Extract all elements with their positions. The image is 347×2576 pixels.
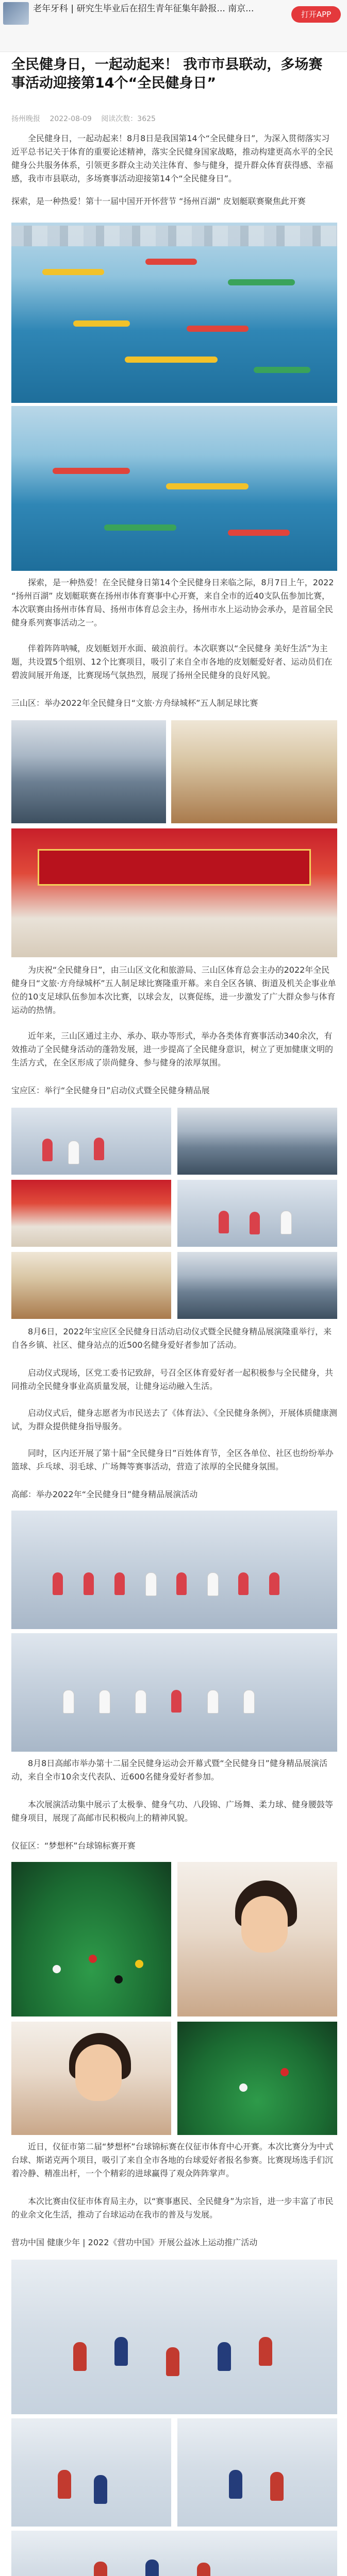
paragraph: 启动仪式后，健身志愿者为市民送去了《体育法》、《全民健身条例》，开展体质健康测试，为群众提供健身指导服务。 bbox=[11, 1408, 338, 1431]
kayak-race-photo bbox=[11, 223, 337, 403]
event-photo bbox=[177, 1180, 337, 1247]
event-photo bbox=[177, 1252, 337, 1319]
event-photo bbox=[11, 1180, 171, 1247]
section-heading: 探索，是一种热爱！第十一届中国开开怀营节 “扬州百湖” 皮划艇联赛聚焦此开赛 bbox=[11, 196, 306, 206]
article-meta bbox=[11, 113, 336, 124]
event-photo bbox=[11, 1252, 171, 1319]
section-heading: 营功中国 健康少年 | 2022《营功中国》开展公益冰上运动推广活动 bbox=[11, 2238, 258, 2247]
article-title: 全民健身日，一起动起来！ 我市市县联动，多场赛事活动迎接第14个“全民健身日” bbox=[11, 57, 323, 91]
paragraph: 启动仪式现场，区党工委书记致辞，号召全区体育爱好者一起积极参与全民健身，共同推动全民健身事业高质量发展，让健身运动融入生活。 bbox=[11, 1368, 334, 1391]
section-heading: 宝应区：举行“全民健身日”启动仪式暨全民健身精品展 bbox=[11, 1086, 210, 1095]
paragraph: 8月8日高邮市举办第十二届全民健身运动会开幕式暨“全民健身日”健身精品展演活动，来自全市10余支代表队、近600名健身爱好者参加。 bbox=[11, 1758, 327, 1782]
paragraph: 8月6日，2022年宝应区全民健身日活动启动仪式暨全民健身精品展演隆重举行，来自各乡镇、社区、健身站点的近500名健身爱好者参加了活动。 bbox=[11, 1327, 332, 1350]
news-thumbnail-icon bbox=[3, 2, 29, 25]
article-source[interactable]: 扬州晚报 bbox=[11, 115, 40, 123]
paragraph: 本次展演活动集中展示了太极拳、健身气功、八段锦、广场舞、柔力球、健身腰鼓等健身项目，展现了高邮市民积极向上的精神风貌。 bbox=[11, 1800, 334, 1823]
paragraph: 近年来，三山区通过主办、承办、联办等形式，举办各类体育赛事活动340余次，有效推动了全民健身活动的蓬勃发展，进一步提高了全民健身意识，树立了更加健康文明的生活方式，在全区形成了崇尚健身、参与健身的浓厚氛围。 bbox=[11, 1031, 334, 1067]
section-heading: 三山区：举办2022年全民健身日“文旅·方舟绿城杯”五人制足球比赛 bbox=[11, 698, 258, 708]
ice-rink-photo-3 bbox=[177, 2418, 337, 2527]
snooker-player-photo-2 bbox=[11, 2022, 171, 2135]
section-heading: 高邮：举办2022年“全民健身日”健身精品展演活动 bbox=[11, 1489, 198, 1499]
article-date: 2022-08-09 bbox=[49, 115, 92, 123]
paragraph: 本次比赛由仪征市体育局主办，以“赛事惠民、全民健身”为宗旨，进一步丰富了市民的业余文化生活，推动了台球运动在我市的普及与发展。 bbox=[11, 2196, 334, 2219]
article-reads: 阅读次数：3625 bbox=[101, 115, 156, 123]
ice-rink-photo bbox=[11, 2260, 337, 2414]
open-app-button[interactable]: 打开APP bbox=[291, 6, 341, 23]
football-photo-2 bbox=[171, 720, 337, 823]
event-photo bbox=[11, 1108, 171, 1175]
promo-text: 老年牙科 | 研究生毕业后在招生青年征集年龄报... 南京... bbox=[33, 4, 254, 14]
snooker-player-photo bbox=[177, 1862, 337, 2016]
paragraph: 探索，是一种热爱！在全民健身日第14个全民健身日来临之际，8月7日上午，2022 “扬州百湖” 皮划艇联赛在扬州市体育赛事中心开赛，来自全市的近40支队伍参加比赛，本次联赛由扬州市体育局、扬州市体育总会主办，扬州市水上运动协会承办，是首届全民健身系列赛事活动之一。 bbox=[11, 578, 334, 628]
section-heading: 仪征区：“梦想杯”台球锦标赛开赛 bbox=[11, 1841, 136, 1851]
paragraph: 伴着阵阵呐喊，皮划艇划开水面、破浪前行。本次联赛以“全民健身 美好生活”为主题，共设置5个组别、12个比赛项目，吸引了来自全市各地的皮划艇爱好者、运动员们在碧波间展开角逐，比赛现场气氛热烈，展现了扬州全民健身的良好风貌。 bbox=[11, 643, 333, 680]
ice-rink-photo-2 bbox=[11, 2418, 171, 2527]
ice-rink-photo-4 bbox=[11, 2531, 337, 2576]
app-promo-banner[interactable] bbox=[0, 0, 347, 52]
event-photo bbox=[177, 1108, 337, 1175]
football-photo-1 bbox=[11, 720, 166, 823]
fitness-performance-photo bbox=[11, 1511, 337, 1629]
snooker-table-photo-2 bbox=[177, 2022, 337, 2135]
paragraph: 同时，区内还开展了第十届“全民健身日”百姓体育节，全区各单位、社区也纷纷举办篮球、乒乓球、羽毛球、广场舞等赛事活动，营造了浓厚的全民健身氛围。 bbox=[11, 1448, 334, 1471]
kayak-team-photo bbox=[11, 406, 337, 571]
opening-ceremony-photo bbox=[11, 828, 337, 957]
paragraph: 全民健身日，一起动起来！8月8日是我国第14个“全民健身日”，为深入贯彻落实习近平总书记关于体育的重要论述精神，落实全民健身国家战略，推动构建更高水平的全民健身公共服务体系，引领更多群众主动关注体育、参与健身，提升群众体育获得感、幸福感，我市市县联动，多场赛事活动迎接第14个“全民健身日”。 bbox=[11, 133, 334, 183]
paragraph: 近日，仪征市第二届“梦想杯”台球锦标赛在仪征市体育中心开赛。本次比赛分为中式台球、斯诺克两个项目，吸引了来自全市各地的台球爱好者报名参赛。比赛现场选手们沉着冷静、精准出杆，一个个精彩的进球赢得了观众阵阵掌声。 bbox=[11, 2142, 334, 2178]
snooker-table-photo bbox=[11, 1862, 171, 2016]
paragraph: 为庆祝“全民健身日”，由三山区文化和旅游局、三山区体育总会主办的2022年全民健身日“文旅·方舟绿城杯”五人制足球比赛隆重开幕。来自全区各镇、街道及机关企事业单位的10支足球队伍参加本次比赛，以球会友，以赛促练，进一步激发了广大群众参与体育运动的热情。 bbox=[11, 965, 336, 1015]
fitness-performance-photo-2 bbox=[11, 1633, 337, 1752]
